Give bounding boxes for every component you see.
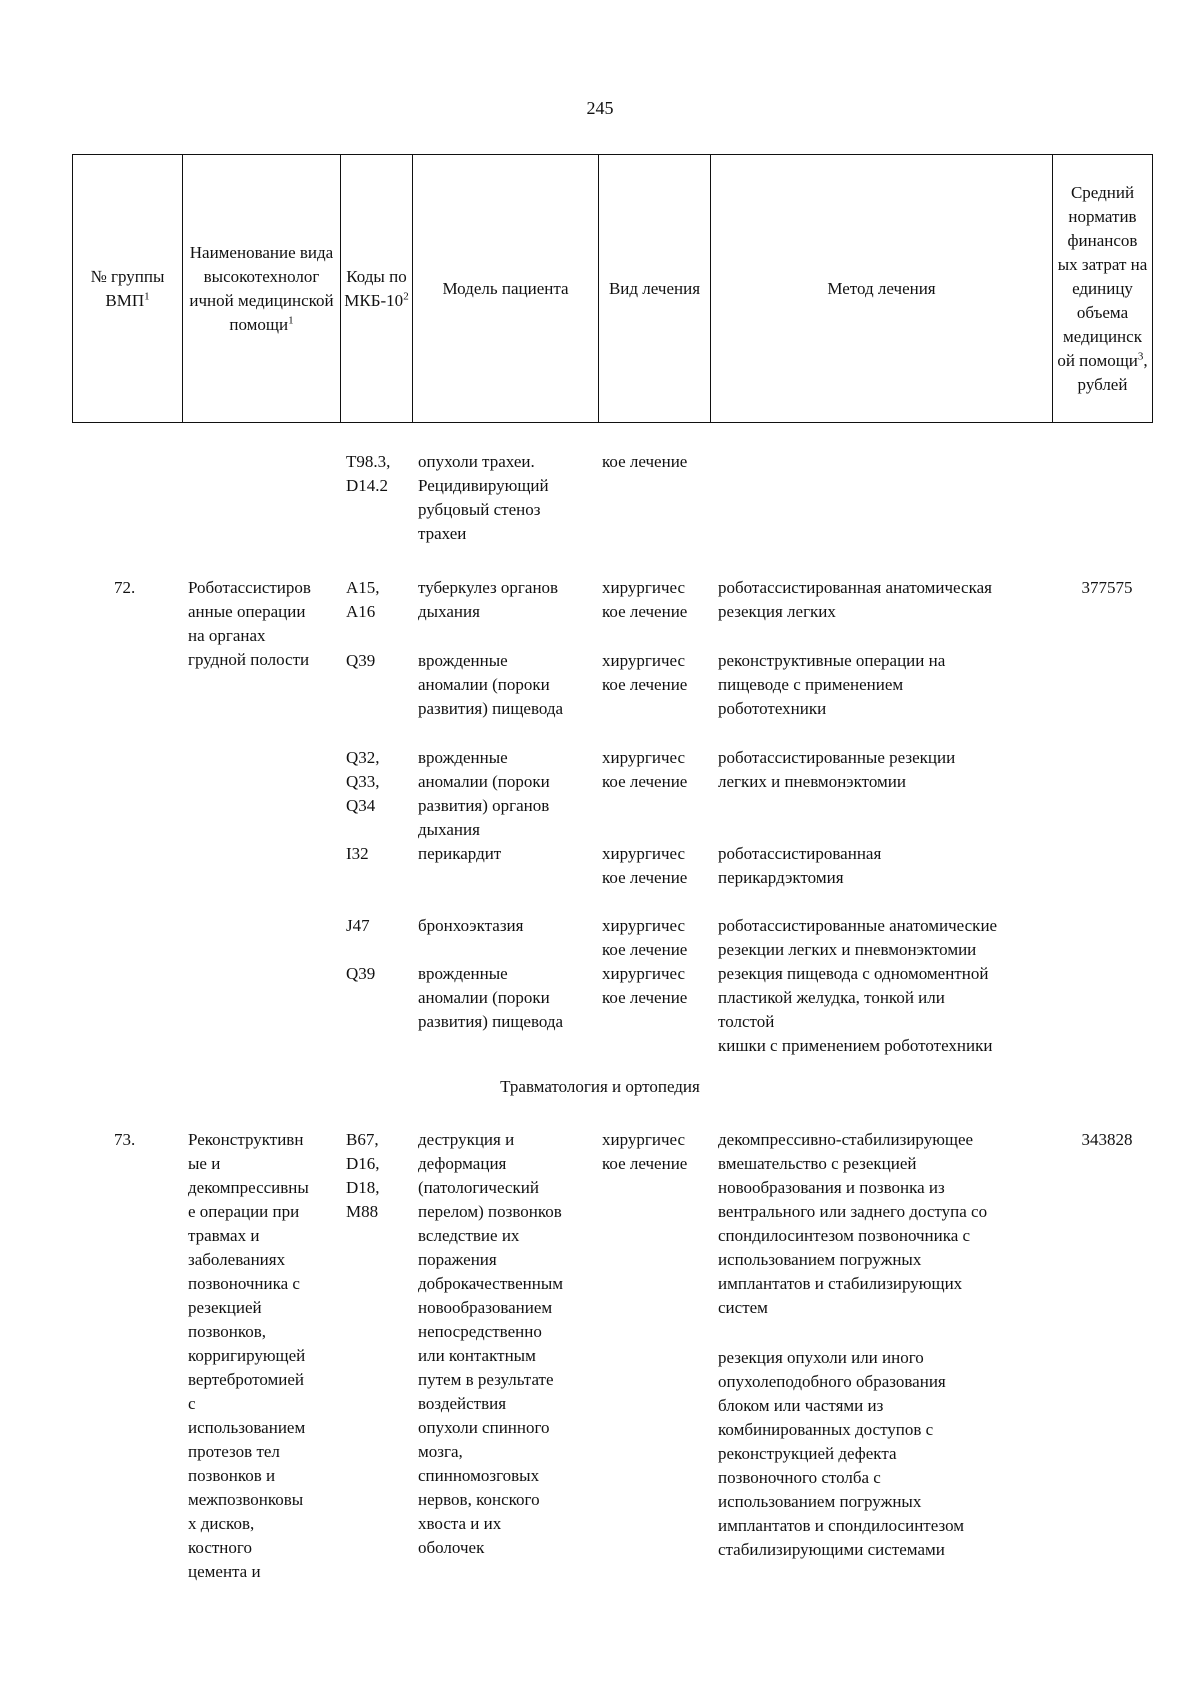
group-72-row-6-method: резекция пищевода с одномоментной пластикой желудка, тонкой или толстой кишки с применением робототехники <box>718 964 993 1055</box>
group-72-row-6-codes: Q39 <box>346 964 376 983</box>
continuation-model: опухоли трахеи. Рецидивирующий рубцовый стеноз трахеи <box>418 452 549 543</box>
group-73-type: хирургичес кое лечение <box>602 1130 688 1173</box>
group-72-row-3-method: роботассистированные резекции легких и пневмонэктомии <box>718 748 956 791</box>
group-72-row-6-type: хирургичес кое лечение <box>602 964 688 1007</box>
group-73-method-1: декомпрессивно-стабилизирующее вмешательство с резекцией новообразования и позвонка из вентрального или заднего доступа со спондилосинтезом позвоночника с использованием погружных имплантатов и стабилизирующих систем <box>718 1130 988 1317</box>
section-heading: Травматология и ортопедия <box>500 1077 700 1096</box>
group-72-row-4-codes: I32 <box>346 844 369 863</box>
group-72-row-5-type: хирургичес кое лечение <box>602 916 688 959</box>
group-72-row-5-codes: J47 <box>346 916 370 935</box>
header-care-type-name: Наименование вида высокотехнолог ичной медицинской помощи$^1$ <box>183 155 341 423</box>
header-group-number: № группы ВМП$^1$ <box>73 155 183 423</box>
group-72-row-3-model: врожденные аномалии (пороки развития) органов дыхания <box>418 748 550 839</box>
group-73-number: 73. <box>114 1130 136 1149</box>
group-72-price: 377575 <box>1081 578 1133 597</box>
group-73-method-2: резекция опухоли или иного опухолеподобного образования блоком или частями из комбинированных доступов с реконструкцией дефекта позвоночного столба с использованием погружных имплантатов и спондилосинтезом стабилизирующими системами <box>718 1348 965 1559</box>
continuation-type: кое лечение <box>602 452 688 471</box>
group-73-name: Реконструктивн ые и декомпрессивны е операции при травмах и заболеваниях позвоночника с резекцией позвонков, корригирующей вертебротомией с использованием протезов тел позвонков и межпозвонковы х дисков, костного цемента и <box>188 1130 309 1581</box>
page-number: 245 <box>586 98 614 118</box>
group-72-row-3-type: хирургичес кое лечение <box>602 748 688 791</box>
group-72-row-6-model: врожденные аномалии (пороки развития) пищевода <box>418 964 564 1031</box>
group-73-model: деструкция и деформация (патологический перелом) позвонков вследствие их поражения доброкачественным новообразованием непосредственно или контактным путем в результате воздействия опухоли спинного мозга, спинномозговых нервов, конского хвоста и их оболочек <box>418 1130 564 1557</box>
group-72-row-1-type: хирургичес кое лечение <box>602 578 688 621</box>
group-72-row-1-codes: A15, A16 <box>346 578 380 621</box>
group-72-row-2-type: хирургичес кое лечение <box>602 651 688 694</box>
group-72-row-3-codes: Q32, Q33, Q34 <box>346 748 380 815</box>
group-72-row-5-method: роботассистированные анатомические резекции легких и пневмонэктомии <box>718 916 998 959</box>
group-72-row-4-model: перикардит <box>418 844 502 863</box>
group-72-row-4-type: хирургичес кое лечение <box>602 844 688 887</box>
header-treatment-type: Вид лечения <box>599 155 711 423</box>
group-72-row-5-model: бронхоэктазия <box>418 916 524 935</box>
table-header <box>72 154 1153 423</box>
group-72-row-1-method: роботассистированная анатомическая резекция легких <box>718 578 992 621</box>
header-patient-model: Модель пациента <box>413 155 599 423</box>
group-72-row-2-model: врожденные аномалии (пороки развития) пищевода <box>418 651 564 718</box>
group-73-codes: B67, D16, D18, M88 <box>346 1130 380 1221</box>
group-72-name: Роботассистиров анные операции на органах грудной полости <box>188 578 311 669</box>
group-72-row-2-method: реконструктивные операции на пищеводе с применением робототехники <box>718 651 946 718</box>
group-72-number: 72. <box>114 578 136 597</box>
continuation-codes: T98.3, D14.2 <box>346 452 391 495</box>
group-72-row-1-model: туберкулез органов дыхания <box>418 578 559 621</box>
group-72-row-4-method: роботассистированная перикардэктомия <box>718 844 882 887</box>
group-73-price: 343828 <box>1081 1130 1133 1149</box>
group-72-row-2-codes: Q39 <box>346 651 376 670</box>
header-icd-codes: Коды по МКБ-$10^2$ <box>341 155 413 423</box>
header-treatment-method: Метод лечения <box>711 155 1053 423</box>
header-cost-standard: Средний норматив финансов ых затрат на единицу объема медицинск ой помощи$^3$, рублей <box>1053 155 1153 423</box>
